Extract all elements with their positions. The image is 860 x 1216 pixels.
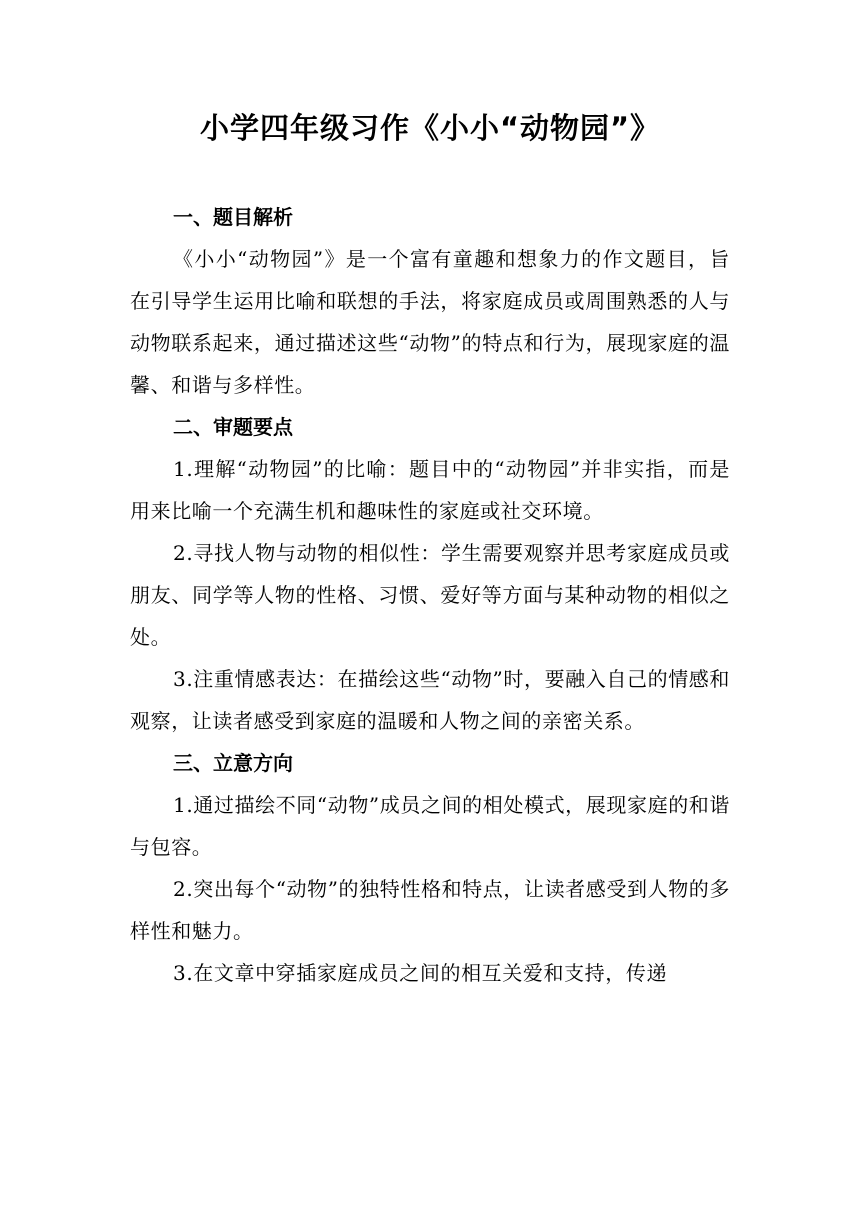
paragraph: 1.通过描绘不同“动物”成员之间的相处模式，展现家庭的和谐与包容。 xyxy=(130,793,730,859)
document-title: 小学四年级习作《小小“动物园”》 xyxy=(199,111,661,145)
section-heading: 二、审题要点 xyxy=(173,415,293,439)
paragraph: 3.在文章中穿插家庭成员之间的相互关爱和支持，传递 xyxy=(173,961,668,985)
section-heading: 一、题目解析 xyxy=(173,205,293,229)
document-body xyxy=(130,196,730,994)
paragraph: 3.注重情感表达：在描绘这些“动物”时，要融入自己的情感和观察，让读者感受到家庭的温暖和人物之间的亲密关系。 xyxy=(130,667,730,733)
paragraph: 2.寻找人物与动物的相似性：学生需要观察并思考家庭成员或朋友、同学等人物的性格、习惯、爱好等方面与某种动物的相似之处。 xyxy=(130,541,730,649)
paragraph: 2.突出每个“动物”的独特性格和特点，让读者感受到人物的多样性和魅力。 xyxy=(130,877,730,943)
paragraph: 《小小“动物园”》是一个富有童趣和想象力的作文题目，旨在引导学生运用比喻和联想的手法，将家庭成员或周围熟悉的人与动物联系起来，通过描述这些“动物”的特点和行为，展现家庭的温馨、和谐与多样性。 xyxy=(130,247,730,397)
section-heading: 三、立意方向 xyxy=(173,751,293,775)
section-key-points xyxy=(130,406,730,742)
section-theme-direction xyxy=(130,742,730,994)
section-topic-analysis xyxy=(130,196,730,406)
paragraph: 1.理解“动物园”的比喻：题目中的“动物园”并非实指，而是用来比喻一个充满生机和趣味性的家庭或社交环境。 xyxy=(130,457,730,523)
